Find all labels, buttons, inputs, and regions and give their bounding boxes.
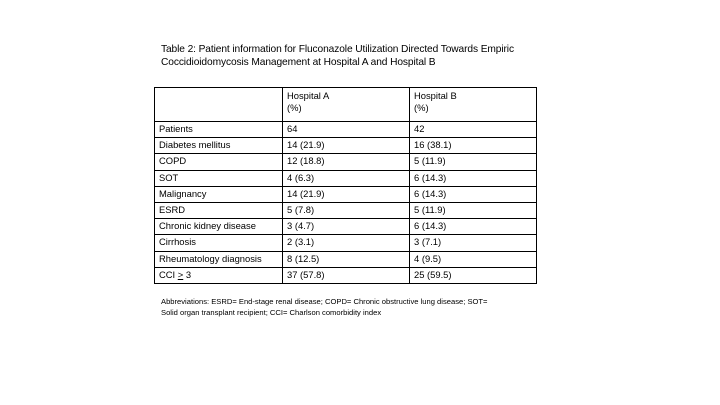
row-label: Diabetes mellitus (155, 138, 283, 154)
hospital-a-value: 4 (6.3) (283, 170, 410, 186)
table-header-row (155, 88, 537, 122)
table-row (155, 219, 537, 235)
table-row (155, 154, 537, 170)
hospital-a-value: 12 (18.8) (283, 154, 410, 170)
cci-label-prefix: CCI (159, 268, 178, 280)
row-label: Cirrhosis (155, 235, 283, 251)
patient-info-table (154, 87, 537, 284)
footnote-line-1: Abbreviations: ESRD= End-stage renal disease; COPD= Chronic obstructive lung disease; SOT= (161, 297, 488, 306)
header-hospital-a-unit: (%) (287, 101, 302, 113)
row-label: ESRD (155, 202, 283, 218)
footnote-line-2: Solid organ transplant recipient; CCI= Charlson comorbidity index (161, 308, 382, 317)
hospital-b-value: 5 (11.9) (410, 154, 537, 170)
header-hospital-b-name: Hospital B (414, 90, 457, 101)
header-cell-hospital-b (410, 88, 537, 122)
row-label: Patients (155, 122, 283, 138)
hospital-b-value: 25 (59.5) (410, 267, 537, 283)
hospital-b-value: 6 (14.3) (410, 170, 537, 186)
table-caption-line-1: Table 2: Patient information for Fluconazole Utilization Directed Towards Empiric (161, 44, 514, 55)
hospital-b-value: 42 (410, 122, 537, 138)
table-row (155, 186, 537, 202)
row-label: Rheumatology diagnosis (155, 251, 283, 267)
hospital-b-value: 16 (38.1) (410, 138, 537, 154)
hospital-b-value: 5 (11.9) (410, 202, 537, 218)
row-label: SOT (155, 170, 283, 186)
hospital-a-value: 2 (3.1) (283, 235, 410, 251)
header-hospital-b-unit: (%) (414, 101, 429, 113)
hospital-a-value: 14 (21.9) (283, 138, 410, 154)
header-hospital-a-name: Hospital A (287, 90, 330, 101)
hospital-b-value: 6 (14.3) (410, 186, 537, 202)
hospital-a-value: 37 (57.8) (283, 267, 410, 283)
table-caption-line-2: Coccidioidomycosis Management at Hospital A and Hospital B (161, 57, 436, 68)
hospital-a-value: 5 (7.8) (283, 202, 410, 218)
hospital-b-value: 6 (14.3) (410, 219, 537, 235)
hospital-a-value: 8 (12.5) (283, 251, 410, 267)
header-cell-blank (155, 88, 283, 122)
table-row (155, 235, 537, 251)
row-label: COPD (155, 154, 283, 170)
table-row-cci (155, 267, 537, 283)
greater-equal-symbol: > (177, 268, 184, 280)
row-label: Malignancy (155, 186, 283, 202)
table-row (155, 202, 537, 218)
hospital-b-value: 3 (7.1) (410, 235, 537, 251)
hospital-a-value: 3 (4.7) (283, 219, 410, 235)
table-row (155, 251, 537, 267)
row-label-cci (155, 267, 283, 283)
table-caption (161, 43, 581, 69)
hospital-a-value: 64 (283, 122, 410, 138)
table-row (155, 122, 537, 138)
cci-label-suffix: 3 (183, 268, 192, 280)
table-row (155, 170, 537, 186)
abbreviations-footnote (161, 296, 581, 318)
header-cell-hospital-a (283, 88, 410, 122)
row-label: Chronic kidney disease (155, 219, 283, 235)
hospital-a-value: 14 (21.9) (283, 186, 410, 202)
hospital-b-value: 4 (9.5) (410, 251, 537, 267)
table-row (155, 138, 537, 154)
